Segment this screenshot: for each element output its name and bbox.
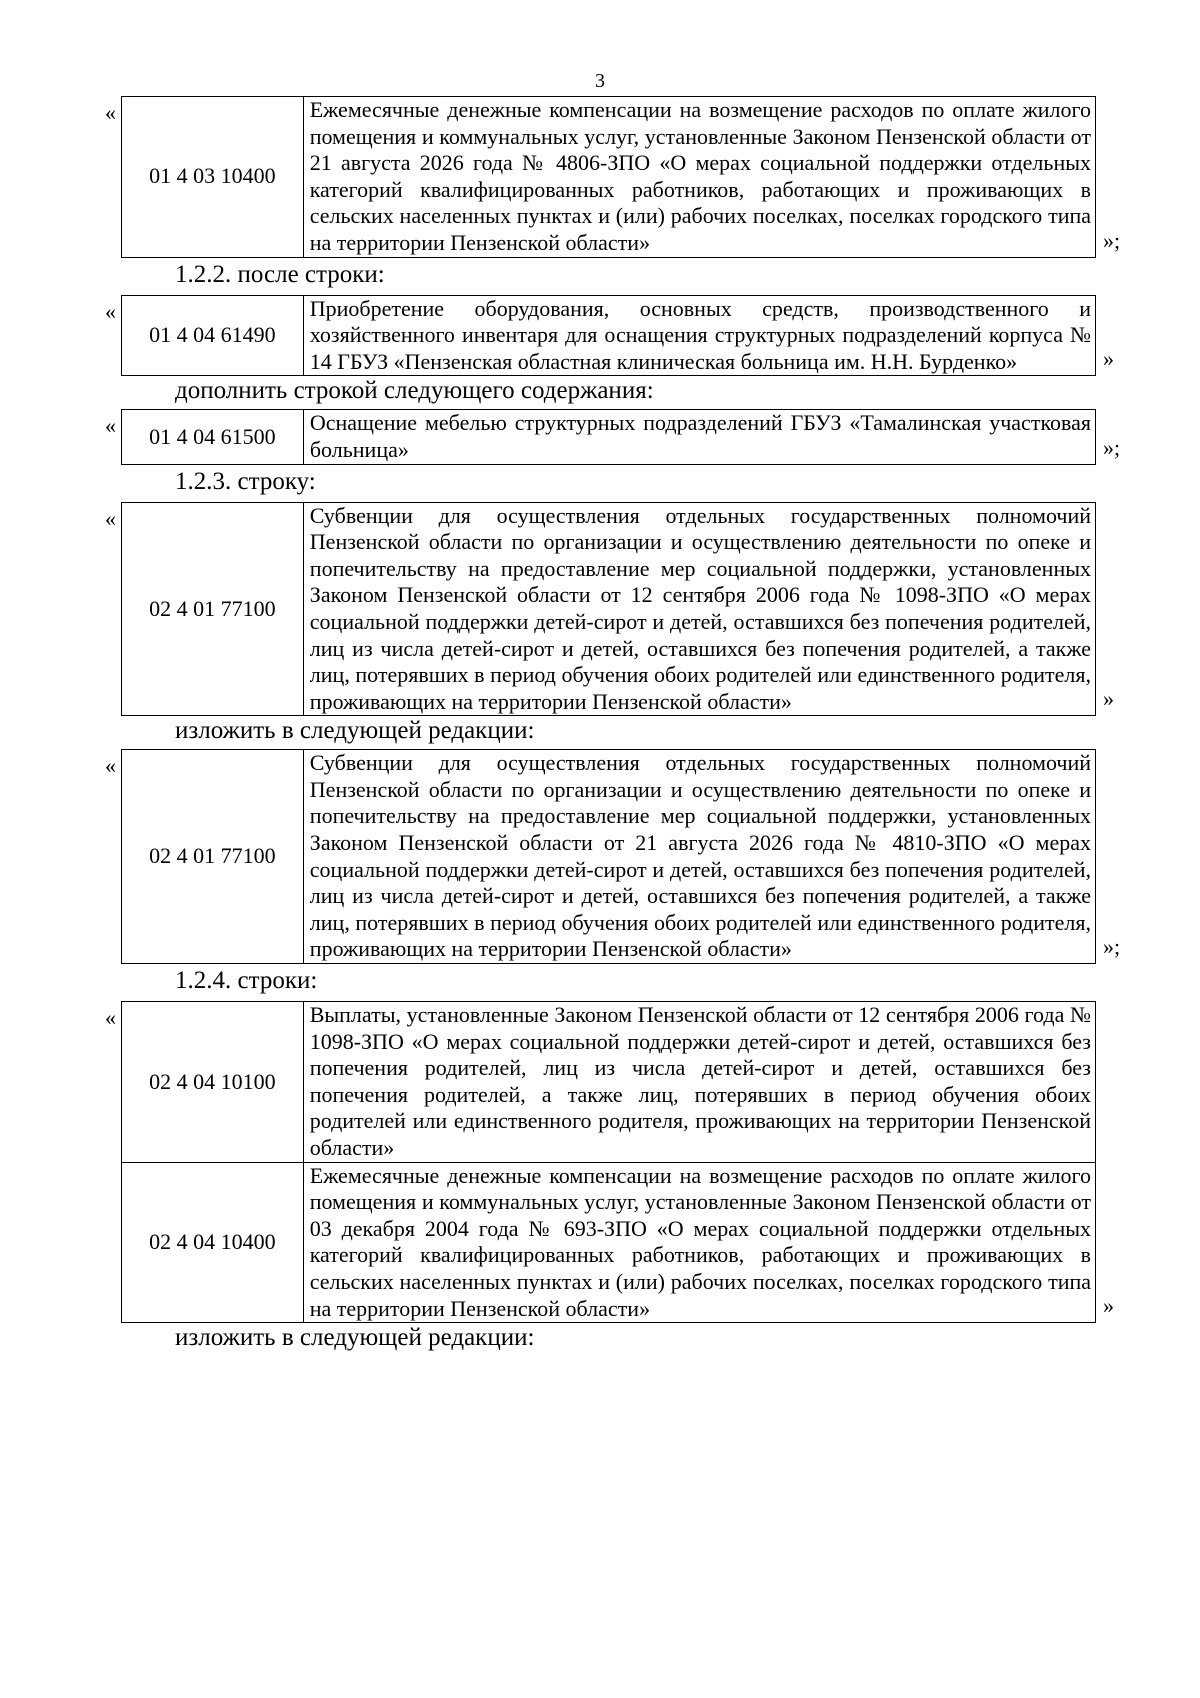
document-body — [95, 96, 1135, 1356]
budget-row-table — [121, 749, 1096, 964]
opening-quote: « — [105, 1005, 116, 1031]
opening-quote: « — [105, 298, 116, 324]
budget-table-5 — [95, 749, 1135, 964]
budget-code-cell: 02 4 01 77100 — [122, 502, 304, 716]
budget-code-cell: 02 4 01 77100 — [122, 750, 304, 964]
budget-rows-table — [121, 1001, 1096, 1323]
opening-quote: « — [105, 413, 116, 439]
budget-table-1 — [95, 96, 1135, 258]
budget-code-cell: 02 4 04 10400 — [122, 1162, 304, 1323]
budget-description-cell: Выплаты, установленные Законом Пензенской области от 12 сентября 2006 года № 1098-ЗПО «О мерах социальной поддержки детей-сирот и детей, оставшихся без попечения родителей, лиц из числа детей-сирот и детей, оставшихся без попечения родителей, а также лиц, потерявших в период обучения обоих родителей или единственного родителя, проживающих на территории Пензенской области» — [303, 1002, 1095, 1163]
budget-code-cell: 02 4 04 10100 — [122, 1002, 304, 1163]
opening-quote: « — [105, 100, 116, 125]
closing-quote: » — [1103, 1293, 1114, 1319]
table-row — [122, 1002, 1096, 1163]
table-row — [122, 410, 1096, 464]
budget-row-table — [121, 502, 1096, 717]
budget-code-cell: 01 4 04 61490 — [122, 295, 304, 376]
closing-quote: » — [1103, 686, 1114, 712]
budget-description-cell: Субвенции для осуществления отдельных государственных полномочий Пензенской области по организации и осуществлению деятельности по опеке и попечительству на предоставление мер социальной поддержки, установленных Законом Пензенской области от 21 августа 2026 года № 4810-ЗПО «О мерах социальной поддержки детей-сирот и детей, оставшихся без попечения родителей, лиц из числа детей-сирот и детей, оставшихся без попечения родителей, а также лиц, потерявших в период обучения обоих родителей или единственного родителя, проживающих на территории Пензенской области» — [303, 750, 1095, 964]
section-heading-1-2-4: 1.2.4. строки: — [175, 967, 318, 995]
budget-row-table — [121, 409, 1096, 464]
closing-quote: » — [1103, 346, 1114, 372]
budget-row-table — [121, 295, 1096, 377]
section-heading-1-2-3: 1.2.3. строку: — [175, 467, 316, 495]
table-row — [122, 1162, 1096, 1323]
budget-table-4 — [95, 502, 1135, 717]
instruction-add-row: дополнить строкой следующего содержания: — [175, 377, 654, 405]
instruction-restate-1: изложить в следующей редакции: — [175, 717, 535, 745]
budget-row-table — [121, 96, 1096, 258]
table-row — [122, 97, 1096, 258]
page-number: 3 — [595, 70, 605, 92]
closing-quote: »; — [1103, 434, 1121, 460]
section-heading-1-2-2: 1.2.2. после строки: — [175, 260, 385, 288]
opening-quote: « — [105, 505, 116, 531]
closing-quote: »; — [1103, 227, 1121, 253]
budget-code-cell: 01 4 03 10400 — [122, 97, 304, 258]
opening-quote: « — [105, 753, 116, 779]
budget-code-cell: 01 4 04 61500 — [122, 410, 304, 464]
budget-table-6 — [95, 1001, 1135, 1323]
table-row — [122, 295, 1096, 376]
table-row — [122, 502, 1096, 716]
instruction-restate-2: изложить в следующей редакции: — [175, 1324, 535, 1352]
budget-description-cell: Ежемесячные денежные компенсации на возмещение расходов по оплате жилого помещения и коммунальных услуг, установленные Законом Пензенской области от 03 декабря 2004 года № 693-ЗПО «О мерах социальной поддержки отдельных категорий квалифицированных работников, работающих и проживающих в сельских населенных пунктах и (или) рабочих поселках, поселках городского типа на территории Пензенской области» — [303, 1162, 1095, 1323]
budget-description-cell: Ежемесячные денежные компенсации на возмещение расходов по оплате жилого помещения и коммунальных услуг, установленные Законом Пензенской области от 21 августа 2026 года № 4806-ЗПО «О мерах социальной поддержки отдельных категорий квалифицированных работников, работающих и проживающих в сельских населенных пунктах и (или) рабочих поселках, поселках городского типа на территории Пензенской области» — [303, 97, 1095, 258]
budget-description-cell: Субвенции для осуществления отдельных государственных полномочий Пензенской области по организации и осуществлению деятельности по опеке и попечительству на предоставление мер социальной поддержки, установленных Законом Пензенской области от 12 сентября 2006 года № 1098-ЗПО «О мерах социальной поддержки детей-сирот и детей, оставшихся без попечения родителей, лиц из числа детей-сирот и детей, оставшихся без попечения родителей, а также лиц, потерявших в период обучения обоих родителей или единственного родителя, проживающих на территории Пензенской области» — [303, 502, 1095, 716]
budget-description-cell: Оснащение мебелью структурных подразделений ГБУЗ «Тамалинская участковая больница» — [303, 410, 1095, 464]
budget-table-2 — [95, 295, 1135, 377]
budget-table-3 — [95, 409, 1135, 464]
budget-description-cell: Приобретение оборудования, основных средств, производственного и хозяйственного инвентаря для оснащения структурных подразделений корпуса № 14 ГБУЗ «Пензенская областная клиническая больница им. Н.Н. Бурденко» — [303, 295, 1095, 376]
closing-quote: »; — [1103, 934, 1121, 960]
table-row — [122, 750, 1096, 964]
